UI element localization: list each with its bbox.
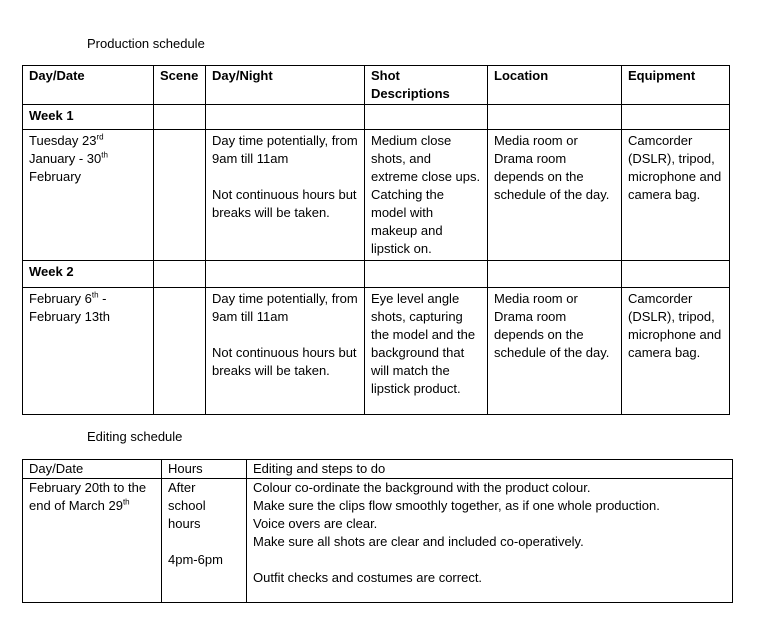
edit-header-day-date: Day/Date [23, 460, 162, 479]
edit-step: Make sure the clips flow smoothly together, as if one whole production. [253, 498, 660, 513]
week-label-row [23, 261, 730, 288]
table-row [23, 288, 730, 415]
week-1-date: Tuesday 23rd January - 30th February [23, 130, 154, 261]
week-2-equipment: Camcorder (DSLR), tripod, microphone and camera bag. [622, 288, 730, 415]
edit-step: Colour co-ordinate the background with the product colour. [253, 480, 591, 495]
editing-schedule-table [22, 459, 733, 603]
edit-step: Outfit checks and costumes are correct. [253, 570, 483, 585]
table-row [23, 130, 730, 261]
header-equipment: Equipment [622, 66, 730, 105]
week-2-location: Media room or Drama room depends on the schedule of the day. [488, 288, 622, 415]
production-schedule-table [22, 65, 730, 415]
header-shot-descriptions: Shot Descriptions [365, 66, 488, 105]
week-1-shot-descriptions: Medium close shots, and extreme close ups. Catching the model with makeup and lipstick on. [365, 130, 488, 261]
header-day-night: Day/Night [206, 66, 365, 105]
week-label-row [23, 105, 730, 130]
week-1-day-night: Day time potentially, from 9am till 11am Not continuous hours but breaks will be taken. [206, 130, 365, 261]
edit-hours: After school hours 4pm-6pm [162, 479, 247, 603]
header-scene: Scene [154, 66, 206, 105]
week-2-label: Week 2 [23, 261, 154, 288]
week-2-date: February 6th - February 13th [23, 288, 154, 415]
week-1-scene [154, 130, 206, 261]
week-1-label: Week 1 [23, 105, 154, 130]
editing-schedule-title: Editing schedule [87, 429, 183, 444]
week-1-equipment: Camcorder (DSLR), tripod, microphone and camera bag. [622, 130, 730, 261]
edit-header-hours: Hours [162, 460, 247, 479]
table-row [23, 479, 733, 603]
table-header-row [23, 460, 733, 479]
week-2-scene [154, 288, 206, 415]
edit-steps [247, 479, 733, 603]
production-schedule-title: Production schedule [87, 36, 205, 51]
edit-header-steps: Editing and steps to do [247, 460, 733, 479]
header-day-date: Day/Date [23, 66, 154, 105]
header-location: Location [488, 66, 622, 105]
edit-step: Voice overs are clear. [253, 516, 378, 531]
week-2-shot-descriptions: Eye level angle shots, capturing the model and the background that will match the lipstick product. [365, 288, 488, 415]
table-header-row [23, 66, 730, 105]
week-1-location: Media room or Drama room depends on the schedule of the day. [488, 130, 622, 261]
edit-date: February 20th to the end of March 29th [23, 479, 162, 603]
edit-step: Make sure all shots are clear and included co-operatively. [253, 534, 584, 549]
week-2-day-night: Day time potentially, from 9am till 11am Not continuous hours but breaks will be taken. [206, 288, 365, 415]
